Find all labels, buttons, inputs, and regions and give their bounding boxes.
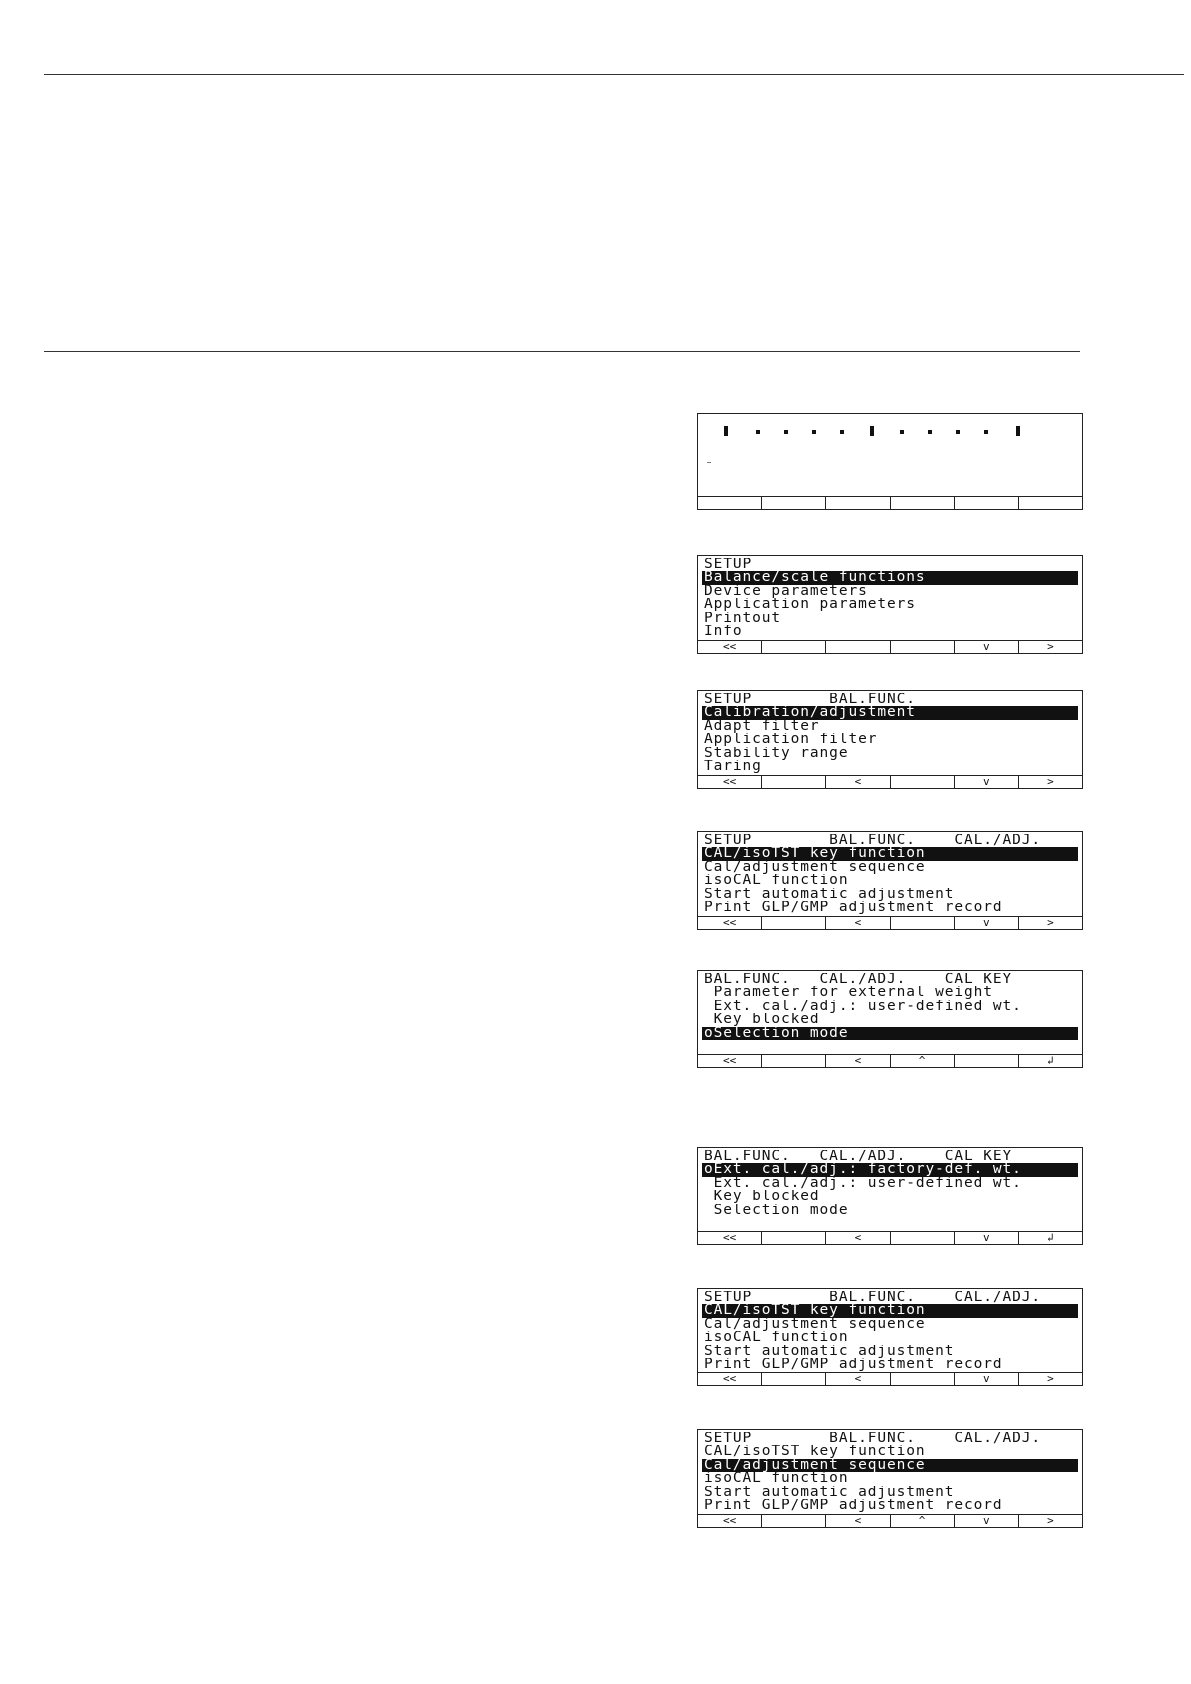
menu-item[interactable]: Application filter (704, 733, 878, 747)
menu-item[interactable]: Ext. cal./adj.: user-defined wt. (704, 999, 1022, 1014)
softkey-2[interactable] (762, 917, 826, 929)
menu-path-header: SETUP BAL.FUNC. CAL./ADJ. (704, 834, 1042, 848)
menu-item[interactable]: Adapt filter (704, 719, 820, 734)
lcd-display-bal-func-menu (697, 690, 1083, 789)
menu-item[interactable]: Info (704, 624, 743, 639)
menu-item[interactable]: Start automatic adjustment (704, 1344, 955, 1358)
softkey-3[interactable]: < (826, 1515, 890, 1527)
softkey-4[interactable] (891, 497, 955, 509)
menu-item[interactable]: Taring (704, 759, 762, 774)
menu-rows (702, 558, 1078, 638)
menu-item[interactable]: isoCAL function (704, 874, 849, 888)
softkey-2[interactable] (762, 1055, 826, 1067)
menu-path-header: BAL.FUNC. CAL./ADJ. CAL KEY (704, 1150, 1013, 1164)
menu-item-selected[interactable]: oSelection mode (702, 1027, 1078, 1040)
softkey-6[interactable]: > (1047, 776, 1054, 788)
softkey-4[interactable] (891, 917, 955, 929)
menu-rows (702, 1150, 1078, 1230)
lcd-display-cal-adj-menu (697, 831, 1083, 930)
softkey-6[interactable]: ↲ (1047, 1232, 1054, 1244)
menu-item[interactable]: Print GLP/GMP adjustment record (704, 900, 1003, 915)
menu-rows (702, 834, 1078, 914)
lcd-display-cal-adj-menu-return (697, 1288, 1083, 1386)
softkey-4[interactable]: ^ (891, 1515, 955, 1527)
softkey-3[interactable] (826, 497, 890, 509)
softkey-2[interactable] (762, 1232, 826, 1244)
menu-rows (702, 693, 1078, 773)
softkey-5[interactable] (955, 1055, 1019, 1067)
softkey-bar (698, 496, 1082, 509)
softkey-1[interactable]: << (698, 917, 762, 929)
menu-item-selected[interactable]: CAL/isoTST key function (702, 1304, 1078, 1317)
menu-item-selected[interactable]: Cal/adjustment sequence (702, 1459, 1078, 1472)
menu-rows (702, 1432, 1078, 1512)
softkey-bar (698, 640, 1082, 653)
softkey-1[interactable]: << (698, 1373, 762, 1385)
softkey-2[interactable] (762, 497, 826, 509)
softkey-bar (698, 775, 1082, 788)
menu-item[interactable]: isoCAL function (704, 1331, 849, 1345)
softkey-1[interactable] (698, 497, 762, 509)
menu-item[interactable]: Ext. cal./adj.: user-defined wt. (704, 1176, 1022, 1191)
softkey-6[interactable] (1019, 497, 1082, 509)
menu-path-header: SETUP BAL.FUNC. (704, 693, 916, 707)
softkey-3[interactable] (826, 641, 890, 653)
menu-item[interactable]: Device parameters (704, 584, 868, 599)
menu-item[interactable]: Parameter for external weight (704, 986, 993, 1000)
menu-item[interactable]: Start automatic adjustment (704, 887, 955, 901)
softkey-3[interactable]: < (826, 1055, 890, 1067)
softkey-5[interactable]: v (955, 776, 1019, 788)
menu-item[interactable]: CAL/isoTST key function (704, 1445, 926, 1459)
softkey-1[interactable]: << (698, 1055, 762, 1067)
softkey-6[interactable]: > (1047, 1515, 1054, 1527)
softkey-bar (698, 1231, 1082, 1244)
softkey-5[interactable]: v (955, 917, 1019, 929)
lcd-display-cal-key-menu (697, 970, 1083, 1068)
softkey-2[interactable] (762, 776, 826, 788)
softkey-5[interactable]: v (955, 641, 1019, 653)
softkey-4[interactable] (891, 641, 955, 653)
section-rule (44, 351, 1080, 352)
softkey-6[interactable]: > (1047, 1373, 1054, 1385)
menu-path-header: BAL.FUNC. CAL./ADJ. CAL KEY (704, 973, 1013, 987)
softkey-2[interactable] (762, 1515, 826, 1527)
softkey-3[interactable]: < (826, 776, 890, 788)
menu-item-selected[interactable]: CAL/isoTST key function (702, 847, 1078, 860)
top-rule (44, 74, 1184, 75)
menu-item[interactable]: Selection mode (704, 1203, 849, 1217)
lcd-display-cal-key-menu-factory (697, 1147, 1083, 1245)
menu-item[interactable]: isoCAL function (704, 1472, 849, 1486)
softkey-3[interactable]: < (826, 1373, 890, 1385)
menu-item-selected[interactable]: Balance/scale functions (702, 571, 1078, 584)
menu-item[interactable]: Cal/adjustment sequence (704, 1317, 926, 1332)
menu-item[interactable]: Cal/adjustment sequence (704, 860, 926, 875)
softkey-1[interactable]: << (698, 776, 762, 788)
menu-item[interactable] (702, 1217, 1078, 1230)
softkey-1[interactable]: << (698, 641, 762, 653)
softkey-1[interactable]: << (698, 1232, 762, 1244)
lcd-display-cal-adj-sequence (697, 1429, 1083, 1528)
menu-item[interactable]: Key blocked (704, 1190, 820, 1204)
menu-item[interactable]: Start automatic adjustment (704, 1485, 955, 1499)
menu-item[interactable]: Stability range (704, 746, 849, 760)
menu-item[interactable]: Print GLP/GMP adjustment record (704, 1357, 1003, 1372)
softkey-6[interactable]: > (1047, 917, 1054, 929)
softkey-2[interactable] (762, 1373, 826, 1385)
softkey-4[interactable] (891, 1373, 955, 1385)
softkey-5[interactable]: v (955, 1232, 1019, 1244)
menu-rows (702, 973, 1078, 1053)
digit-placeholder-dots (724, 426, 1024, 438)
softkey-3[interactable]: < (826, 917, 890, 929)
softkey-3[interactable]: < (826, 1232, 890, 1244)
softkey-4[interactable] (891, 776, 955, 788)
menu-rows (702, 1291, 1078, 1371)
softkey-4[interactable] (891, 1232, 955, 1244)
lcd-display-setup-menu (697, 555, 1083, 654)
softkey-bar (698, 1372, 1082, 1385)
unit-mark (707, 462, 711, 463)
menu-item[interactable]: Printout (704, 611, 782, 625)
softkey-1[interactable]: << (698, 1515, 762, 1527)
softkey-6[interactable]: ↲ (1047, 1055, 1054, 1067)
softkey-bar (698, 1514, 1082, 1527)
softkey-5[interactable]: v (955, 1515, 1019, 1527)
menu-path-header: SETUP (704, 558, 753, 572)
softkey-bar (698, 916, 1082, 929)
softkey-bar (698, 1054, 1082, 1067)
menu-item-selected[interactable]: oExt. cal./adj.: factory-def. wt. (702, 1163, 1078, 1176)
menu-item[interactable]: Application parameters (704, 598, 916, 612)
menu-path-header: SETUP BAL.FUNC. CAL./ADJ. (704, 1291, 1042, 1305)
softkey-4[interactable]: ^ (891, 1055, 955, 1067)
menu-item[interactable] (702, 1040, 1078, 1053)
menu-item[interactable]: Print GLP/GMP adjustment record (704, 1498, 1003, 1513)
menu-path-header: SETUP BAL.FUNC. CAL./ADJ. (704, 1432, 1042, 1446)
lcd-display-weighing (697, 413, 1083, 510)
menu-item[interactable]: Key blocked (704, 1013, 820, 1027)
softkey-6[interactable]: > (1047, 641, 1054, 653)
softkey-2[interactable] (762, 641, 826, 653)
menu-item-selected[interactable]: Calibration/adjustment (702, 706, 1078, 719)
softkey-5[interactable] (955, 497, 1019, 509)
softkey-5[interactable]: v (955, 1373, 1019, 1385)
